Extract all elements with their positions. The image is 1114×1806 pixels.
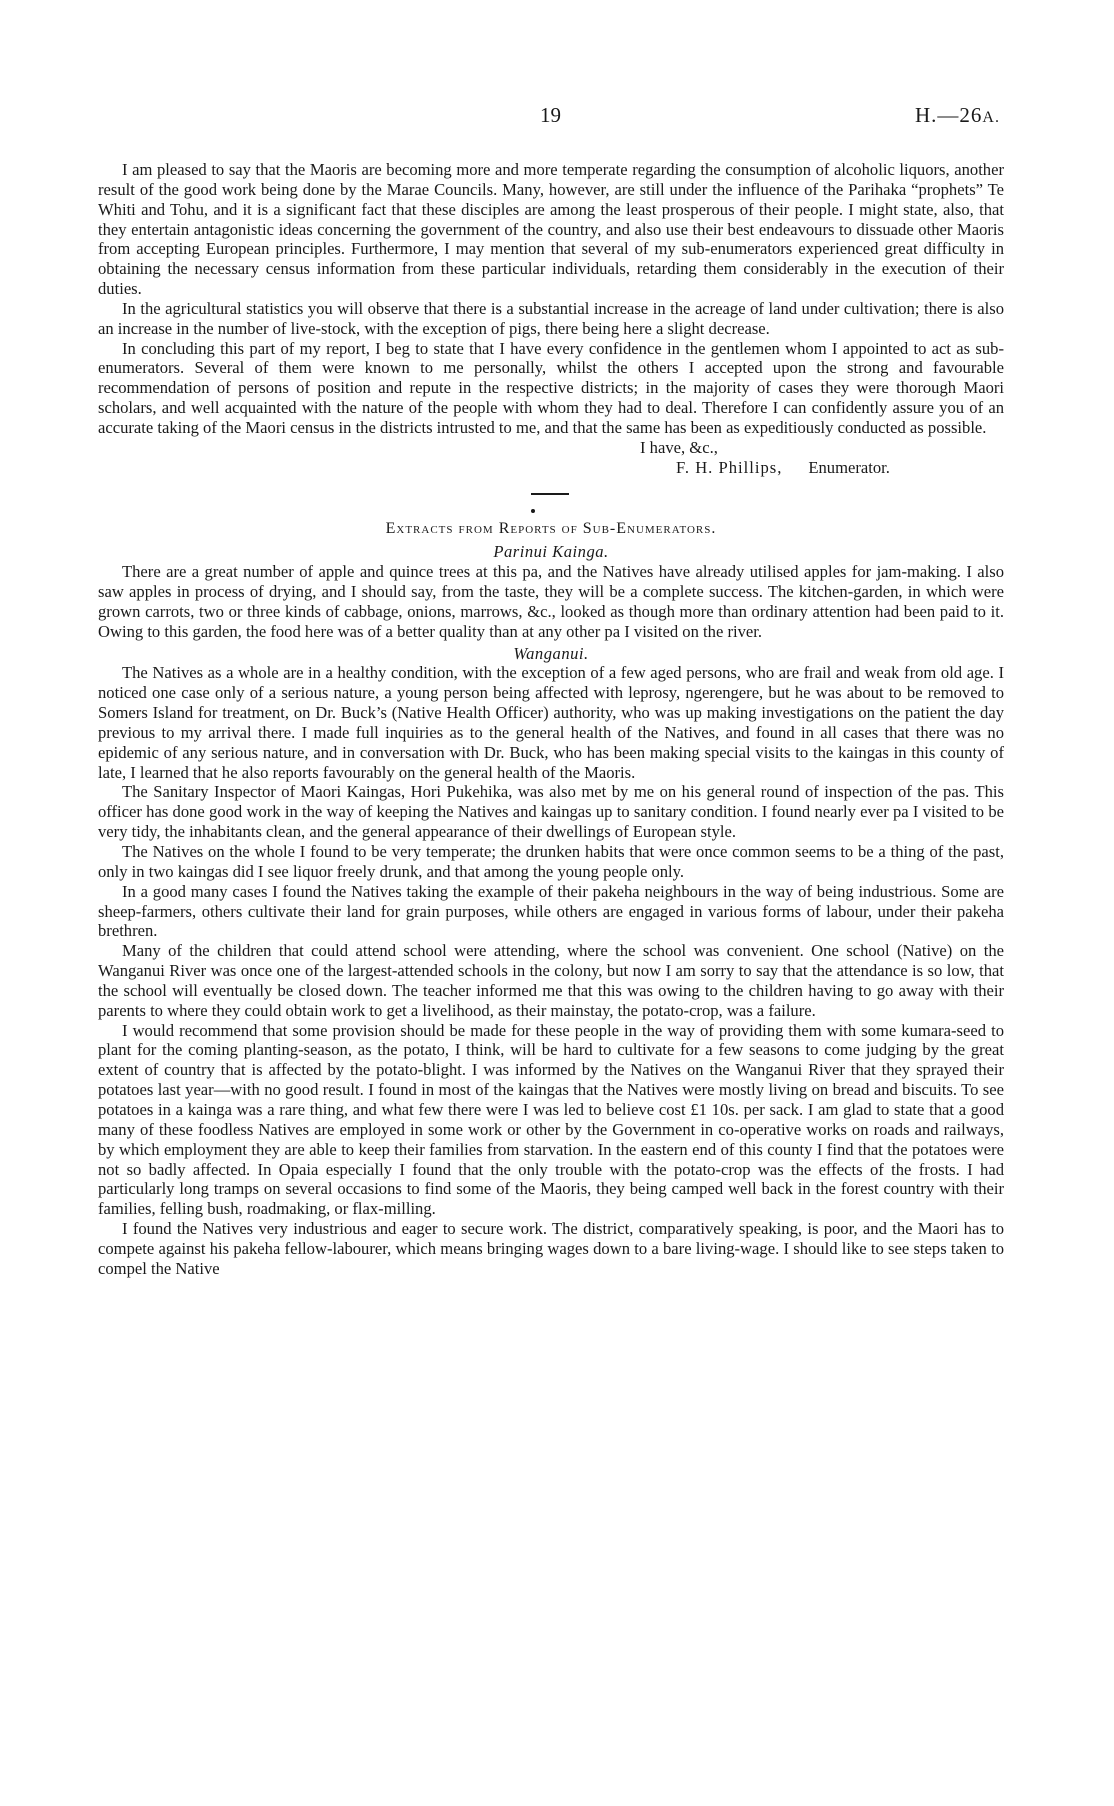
extract-paragraph: Many of the children that could attend school were attending, where the school was convenient. One school (Native) on the Wanganui River was once one of the largest-attended schools in the colony, but now I am sorry to say that the attendance is so low, that the school will eventually be closed down. The teacher informed me that this was owing to the children having to go away with their parents to where they could obtain work to get a livelihood, as their mainstay, the potato-crop, was a failure.	[98, 941, 1004, 1020]
extract-paragraph: The Sanitary Inspector of Maori Kaingas, Hori Pukehika, was also met by me on his general round of inspection of the pas. This officer has done good work in the way of keeping the Natives and kaingas up to sanitary condition. I found nearly ever pa I visited to be very tidy, the inhabitants clean, and the general appearance of their dwellings of European style.	[98, 782, 1004, 842]
signature-block	[98, 458, 1004, 478]
document-reference-main: H.—26	[915, 103, 983, 127]
extracts-heading: Extracts from Reports of Sub-Enumerators.	[385, 519, 717, 537]
report-paragraph: I am pleased to say that the Maoris are becoming more and more temperate regarding the consumption of alcoholic liquors, another result of the good work being done by the Marae Councils. Many, however, are still under the influence of the Parihaka “prophets” Te Whiti and Tohu, and it is a significant fact that these disciples are among the least prosperous of their people. I might state, also, that they entertain antagonistic ideas concerning the government of the country, and also use their best endeavours to dissuade other Maoris from accepting European principles. Furthermore, I may mention that several of my sub-enumerators experienced great difficulty in obtaining the necessary census information from these particular individuals, retarding them considerably in the execution of their duties.	[98, 160, 1004, 299]
divider-dot	[531, 509, 535, 513]
document-reference	[915, 103, 1000, 128]
extract-paragraph: In a good many cases I found the Natives taking the example of their pakeha neighbours in the way of being industrious. Some are sheep-farmers, others cultivate their land for grain purposes, while others are engaged in various forms of labour, under their pakeha brethren.	[98, 881, 1004, 941]
extract-paragraph: I would recommend that some provision should be made for these people in the way of providing them with some kumara-seed to plant for the coming planting-season, as the potato, I think, will be hard to cultivate for a few seasons to come judging by the great extent of country that is affected by the potato-blight. I was informed by the Natives on the Wanganui River that they sprayed their potatoes last year—with no good result. I found in most of the kaingas that the Natives were mostly living on bread and biscuits. To see potatoes in a kainga was a rare thing, and what few there were I was led to believe cost £1 10s. per sack. I am glad to state that a good many of these foodless Natives are employed in some work or other by the Government in co-operative works on roads and railways, by which employment they are able to keep their families from starvation. In the eastern end of this county I find that the potatoes were not so badly affected. In Opaia especially I found that the only trouble with the potato-crop was the effects of the frosts. I had particularly long tramps on several occasions to find some of the Maoris, they being camped well back in the forest country with their families, felling bush, roadmaking, or flax-milling.	[98, 1020, 1004, 1219]
body-text	[98, 160, 1004, 1279]
section-title-wanganui: Wanganui.	[513, 643, 589, 663]
extract-paragraph: The Natives as a whole are in a healthy condition, with the exception of a few aged persons, who are frail and weak from old age. I noticed one case only of a serious nature, a young person being affected with leprosy, ngerengere, but he was about to be removed to Somers Island for treatment, on Dr. Buck’s (Native Health Officer) authority, who was up making investigations on the patient the day previous to my arrival there. I made full inquiries as to the general health of the Natives, and found in all cases that there was no epidemic of any serious nature, and in conversation with Dr. Buck, who has been making special visits to the kaingas in this county of late, I learned that he also reports favourably on the general health of the Maoris.	[98, 663, 1004, 782]
section-divider	[531, 493, 569, 495]
document-reference-suffix: A.	[982, 109, 1000, 126]
signature-title: Enumerator.	[808, 457, 890, 477]
report-paragraph: In concluding this part of my report, I beg to state that I have every confidence in the gentlemen whom I appointed to act as sub-enumerators. Several of them were known to me personally, whilst the others I accepted upon the strong and favourable recommendation of persons of position and repute in the respective districts; in the majority of cases they were thorough Maori scholars, and well acquainted with the nature of the people with whom they had to deal. Therefore I can confidently assure you of an accurate taking of the Maori census in the districts intrusted to me, and that the same has been as expeditiously conducted as possible.	[98, 338, 1004, 437]
section-title-parinui-kainga: Parinui Kainga.	[493, 542, 609, 562]
extract-paragraph: The Natives on the whole I found to be very temperate; the drunken habits that were once common seems to be a thing of the past, only in two kaingas did I see liquor freely drunk, and that among the young people only.	[98, 842, 1004, 881]
extract-paragraph: There are a great number of apple and quince trees at this pa, and the Natives have already utilised apples for jam-making. I also saw apples in process of drying, and I should say, from the taste, they will be a complete success. The kitchen-garden, in which were grown carrots, two or three kinds of cabbage, onions, marrows, &c., looked as though more than ordinary attention had been paid to it. Owing to this garden, the food here was of a better quality than at any other pa I visited on the river.	[98, 562, 1004, 641]
closing-salutation: I have, &c.,	[640, 437, 718, 457]
extract-paragraph: I found the Natives very industrious and eager to secure work. The district, comparatively speaking, is poor, and the Maori has to compete against his pakeha fellow-labourer, which means bringing wages down to a bare living-wage. I should like to see steps taken to compel the Native	[98, 1219, 1004, 1278]
page-header	[0, 103, 1114, 133]
page-number: 19	[540, 103, 561, 127]
report-paragraph: In the agricultural statistics you will observe that there is a substantial increase in the acreage of land under cultivation; there is also an increase in the number of live-stock, with the exception of pigs, there being here a slight decrease.	[98, 298, 1004, 338]
signature-name: F. H. Phillips,	[676, 457, 783, 477]
